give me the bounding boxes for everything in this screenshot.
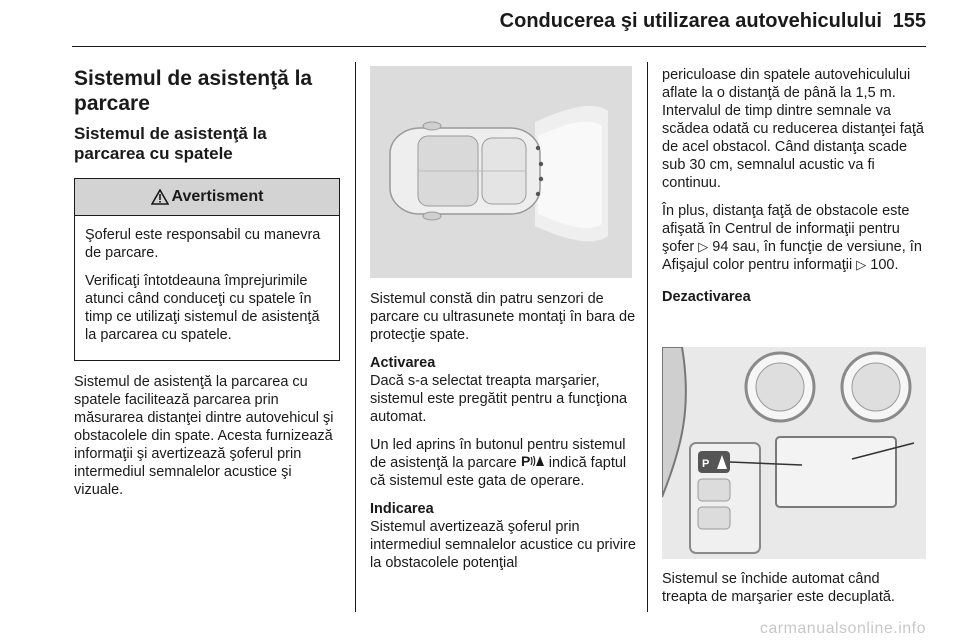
page-reference-icon: ▷ [856, 257, 867, 272]
activation-paragraph-2: Un led aprins în butonul pentru sistemul de asistenţă la parcare P indică faptul că sistemul este gata de operare. [370, 437, 627, 489]
parking-assist-icon [521, 454, 545, 468]
svg-text:P: P [702, 458, 710, 470]
column-divider-1 [355, 62, 356, 612]
indication-heading: Indicarea [370, 501, 434, 517]
sensor-paragraph: Sistemul constă din patru senzori de parcare cu ultrasunete montaţi în bara de protecţie spate. [370, 291, 636, 343]
column-divider-2 [647, 62, 648, 612]
warning-paragraph-1: Şoferul este responsabil cu manevra de parcare. [85, 227, 321, 261]
indication-continued-paragraph: periculoase din spatele autovehiculului aflate la o distanţă de până la 1,5 m. Intervalul de timp dintre semnale va scădea odată cu reducerea distanţei faţă de acel obstacol. Când distanţa scade sub 30 cm, semnalul acustic va fi continuu. [662, 67, 924, 191]
page-number: 155 [892, 10, 926, 32]
warning-body [75, 216, 339, 360]
watermark: carmanualsonline.info [759, 620, 926, 637]
warning-paragraph-2: Verificaţi întotdeauna împrejurimile atunci când conduceţi cu spatele în timp ce utilizaţi sistemul de asistenţă la parcarea cu spatele. [85, 273, 320, 343]
intro-paragraph: Sistemul de asistenţă la parcarea cu spatele facilitează parcarea prin măsurarea distanţei dintre autovehicul şi obstacolele din spate. Acesta furnizează informaţii şi avertizează şoferul prin intermediul semnalelor acustice şi vizuale. [74, 374, 334, 498]
display-paragraph: În plus, distanţa faţă de obstacole este afişată în Centrul de informaţii pentru şofer ▷ 94 sau, în funcţie de versiune, în Afişajul color pentru informaţii ▷ 100. [662, 203, 922, 273]
deactivation-heading: Dezactivarea [662, 289, 751, 305]
column-3-bottom [662, 570, 928, 606]
indication-paragraph: Sistemul avertizează şoferul prin intermediul semnalelor acustice cu privire la obstacolele potenţial [370, 519, 636, 571]
activation-heading: Activarea [370, 355, 436, 371]
page-reference-icon: ▷ [698, 239, 709, 254]
subsection-title: Sistemul de asistenţă la parcarea cu spatele [74, 124, 267, 163]
running-header-title: Conducerea şi utilizarea autovehiculului [499, 10, 882, 32]
deactivation-paragraph: Sistemul se închide automat când treapta de marşarier este decuplată. [662, 571, 895, 605]
section-title: Sistemul de asistenţă la parcare [74, 67, 313, 115]
column-2 [370, 290, 636, 572]
activation-paragraph-1: Dacă s-a selectat treapta marşarier, sistemul este pregătit pentru a funcţiona automat. [370, 373, 628, 425]
warning-box [74, 178, 340, 361]
car-sensor-illustration [370, 66, 632, 278]
warning-triangle-icon [151, 189, 169, 205]
header-rule [72, 46, 926, 47]
dashboard-button-illustration [662, 347, 926, 559]
column-1 [74, 66, 342, 499]
warning-header [75, 179, 339, 216]
svg-text:P: P [520, 454, 531, 468]
warning-title: Avertisment [171, 188, 264, 205]
column-3 [662, 66, 928, 306]
